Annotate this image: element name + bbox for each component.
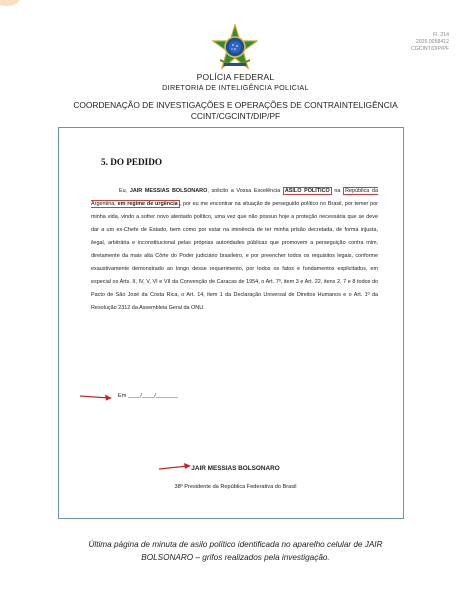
brazil-coat-of-arms-icon [212,24,258,70]
caption-line-2: BOLSONARO – grifos realizados pela investigação. [141,553,330,563]
date-arrow-icon [79,392,113,402]
org-name: POLÍCIA FEDERAL [196,72,275,82]
coordination-heading [0,100,471,121]
para-text-2: , solicito a Vossa Excelência [207,188,283,194]
para-text-1: Eu, [119,188,130,194]
corner-stamp-mark [0,0,20,6]
page-number: Fl. 214 [433,32,449,38]
section-title: 5. DO PEDIDO [101,157,162,167]
asylum-highlight: ASILO POLÍTICO [284,188,330,194]
page-reference [379,32,449,53]
requester-name: JAIR MESSIAS BOLSONARO [129,188,208,194]
signature-name: JAIR MESSIAS BOLSONARO [191,465,280,472]
caption-line-1: Última página de minuta de asilo político identificada no aparelho celular de JAIR [88,540,383,549]
country-text: República da Argentina [91,188,378,208]
directorate-name: DIRETORIA DE INTELIGÊNCIA POLICIAL [162,83,309,92]
para-text-5: , por eu me encontrar na situação de perseguido político no Brasil, por temer por minha vida, vindo a sofrer novo atentado político, uma vez que não possuo hoje a proteção necessária que se deve dar a um ex-Chefe de Estado, bem como por estar na iminência de ter minha prisão decretada, de forma injusta, ilegal, arbitrária e inconstitucional pelas próprias autoridades públicas que promovem a perseguição contra mim, diretamente da mais alta Côrte do Poder judiciário brasileiro, e por preencher todos os requisitos legais, conforme exaustivamente demonstrado ao longo desse requerimento, por todos os fatos e fundamentos explicitados, em especial os Arts. II, IV, V, VI e VII da Convenção de Caracas de 1954, o Art. 7º, item 3 e Art. 22, itens 2, 7 e 8 todos do Pacto de São José da Costa Rica, o Art. 14, item 1 da Declaração Universal de Direitos Humanos e o Art. 1º da Resolução 2312 da Assembleia Geral da ONU. [91,201,378,312]
date-line: Em ____/____/_______ [118,393,178,399]
request-paragraph [91,185,378,315]
unit-code: CGCINT/DIP/PF [410,46,449,52]
coordination-line-1: COORDENAÇÃO DE INVESTIGAÇÕES E OPERAÇÕES DE CONTRAINTELIGÊNCIA [73,100,398,110]
signature-role: 38º Presidente da República Federativa do Brasil [174,484,297,490]
urgency-text: em regime de urgência [117,201,178,208]
para-text-4: , [114,201,118,208]
coordination-line-2: CCINT/CGCINT/DIP/PF [190,110,281,121]
figure-caption [40,538,431,564]
para-text-3: na [331,188,344,194]
process-number: 2025.0058412 [415,39,449,45]
